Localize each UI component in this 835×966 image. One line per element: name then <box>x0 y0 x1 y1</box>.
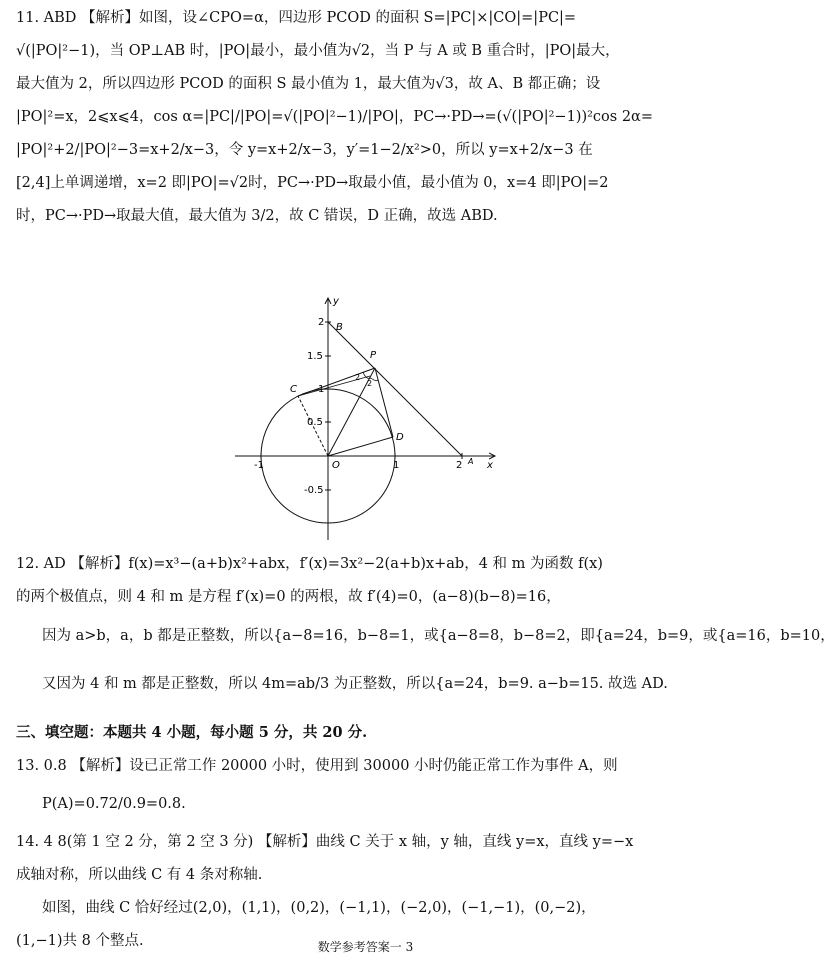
point-d-label: D <box>396 432 404 443</box>
q11-line-4: |PO|²=x，2⩽x⩽4，cos α=|PC|/|PO|=√(|PO|²−1)/|PO|，PC→·PD→=(√(|PO|²−1))²cos 2α= <box>16 109 653 125</box>
point-b-label: B <box>336 322 343 333</box>
q12-line-1: 12. AD 【解析】f(x)=x³−(a+b)x²+abx，f′(x)=3x²−2(a+b)x+ab，4 和 m 为函数 f(x) <box>16 556 603 572</box>
q11-line-1: 11. ABD 【解析】如图，设∠CPO=α，四边形 PCOD 的面积 S=|PC|×|CO|=|PC|= <box>16 10 577 26</box>
x-tick-2: 2 <box>456 460 463 471</box>
q11-line-5: |PO|²+2/|PO|²−3=x+2/x−3，令 y=x+2/x−3，y′=1−2/x²>0，所以 y=x+2/x−3 在 <box>16 142 593 158</box>
section-3-heading: 三、填空题：本题共 4 小题，每小题 5 分，共 20 分. <box>16 724 368 741</box>
question-12 <box>16 548 835 709</box>
q13-line-2: P(A)=0.72/0.9=0.8. <box>42 796 186 812</box>
q14-line-4: (1,−1)共 8 个整点. <box>16 933 144 949</box>
q14-line-2: 成轴对称，所以曲线 C 有 4 条对称轴. <box>16 867 263 883</box>
x-tick-1: 1 <box>393 460 400 471</box>
point-p-label: P <box>370 350 377 361</box>
x-tick-neg1: -1 <box>254 460 264 471</box>
q11-line-7: 时，PC→·PD→取最大值，最大值为 3/2，故 C 错误，D 正确，故选 ABD. <box>16 208 498 224</box>
line-ab <box>328 322 462 456</box>
y-tick-2: 2 <box>318 317 325 328</box>
q12-line-4: 又因为 4 和 m 都是正整数，所以 4m=ab/3 为正整数，所以{a=24，b=9. a−b=15. 故选 AD. <box>42 676 668 692</box>
q12-line-3: 因为 a>b，a，b 都是正整数，所以{a−8=16，b−8=1，或{a−8=8，b−8=2，即{a=24，b=9，或{a=16，b=10， <box>42 628 835 644</box>
q12-line-2: 的两个极值点，则 4 和 m 是方程 f′(x)=0 的两根，故 f′(4)=0，(a−8)(b−8)=16， <box>16 589 561 605</box>
q11-line-2: √(|PO|²−1)，当 OP⊥AB 时，|PO|最小，最小值为√2，当 P 与 A 或 B 重合时，|PO|最大， <box>16 43 620 59</box>
angle-label-1: 2 <box>355 373 361 382</box>
x-axis-label: x <box>487 460 493 471</box>
origin-label: O <box>332 460 340 471</box>
page-footer: 数学参考答案一 3 <box>317 940 414 954</box>
question-11 <box>16 2 716 233</box>
point-a-label: A <box>468 457 474 466</box>
angle-label-2: 2 <box>367 379 373 388</box>
circle-tangent-figure <box>230 292 500 542</box>
y-tick-1-5: 1.5 <box>307 351 323 362</box>
y-tick-1: 1 <box>318 384 325 395</box>
y-tick-0-5: 0.5 <box>307 417 323 428</box>
q11-line-3: 最大值为 2，所以四边形 PCOD 的面积 S 最小值为 1，最大值为√3，故 A、B 都正确；设 <box>16 76 601 92</box>
y-tick-neg0-5: -0.5 <box>304 485 324 496</box>
q14-line-1: 14. 4 8(第 1 空 2 分，第 2 空 3 分) 【解析】曲线 C 关于 x 轴，y 轴，直线 y=x，直线 y=−x <box>16 834 634 850</box>
q14-line-3: 如图，曲线 C 恰好经过(2,0)，(1,1)，(0,2)，(−1,1)，(−2,0)，(−1,−1)，(0,−2)， <box>42 900 596 916</box>
point-c-label: C <box>290 384 297 395</box>
q13-line-1: 13. 0.8 【解析】设已正常工作 20000 小时，使用到 30000 小时仍能正常工作为事件 A，则 <box>16 758 618 774</box>
segment-od <box>328 437 393 456</box>
question-13 <box>16 750 716 825</box>
q11-line-6: [2,4]上单调递增，x=2 即|PO|=√2时，PC→·PD→取最小值，最小值为 0，x=4 即|PO|=2 <box>16 175 609 191</box>
y-axis-label: y <box>333 296 339 307</box>
